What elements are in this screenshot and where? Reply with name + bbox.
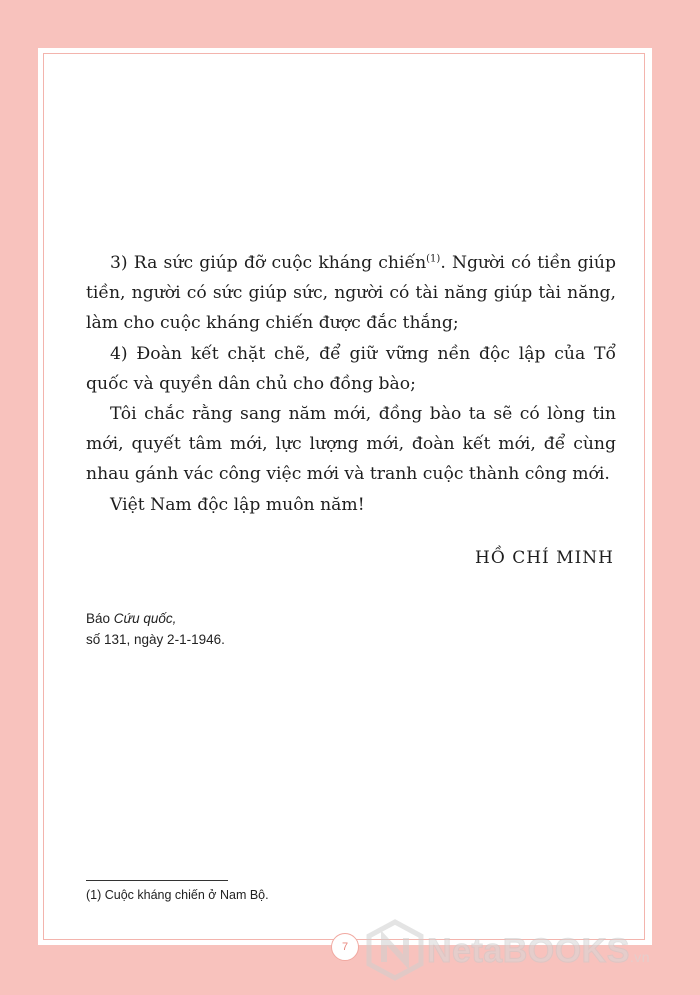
footnote-divider: [86, 880, 228, 881]
paragraph-new-year: Tôi chắc rằng sang năm mới, đồng bào ta sẽ có lòng tin mới, quyết tâm mới, lực lượng mới, đoàn kết mới, để cùng nhau gánh vác công việc mới và tranh cuộc thành công mới.: [86, 404, 616, 485]
newspaper-name: Cứu quốc,: [113, 611, 177, 626]
paragraph-4: 4) Đoàn kết chặt chẽ, để giữ vững nền độc lập của Tổ quốc và quyền dân chủ cho đồng bào;: [86, 343, 616, 394]
paragraph-slogan: Việt Nam độc lập muôn năm!: [110, 494, 365, 515]
page-number: 7: [331, 933, 359, 961]
watermark-text: NetaBOOKS.vn: [427, 932, 651, 970]
watermark: [365, 918, 695, 982]
signature: HỒ CHÍ MINH: [475, 548, 614, 568]
letter-body: [86, 248, 616, 520]
netabooks-logo-icon: [365, 918, 425, 982]
source-citation: [86, 608, 225, 650]
source-line-1: Báo Cứu quốc,: [86, 611, 177, 626]
footnote: (1) Cuộc kháng chiến ở Nam Bộ.: [86, 888, 269, 902]
source-issue: số 131, ngày 2-1-1946.: [86, 632, 225, 647]
paragraph-3: 3) Ra sức giúp đỡ cuộc kháng chiến$^{(1)}$. Người có tiền giúp tiền, người có sức giúp sức, người có tài năng giúp tài năng, làm cho cuộc kháng chiến được đắc thắng;: [86, 253, 616, 334]
footnote-reference: (1): [426, 253, 441, 265]
